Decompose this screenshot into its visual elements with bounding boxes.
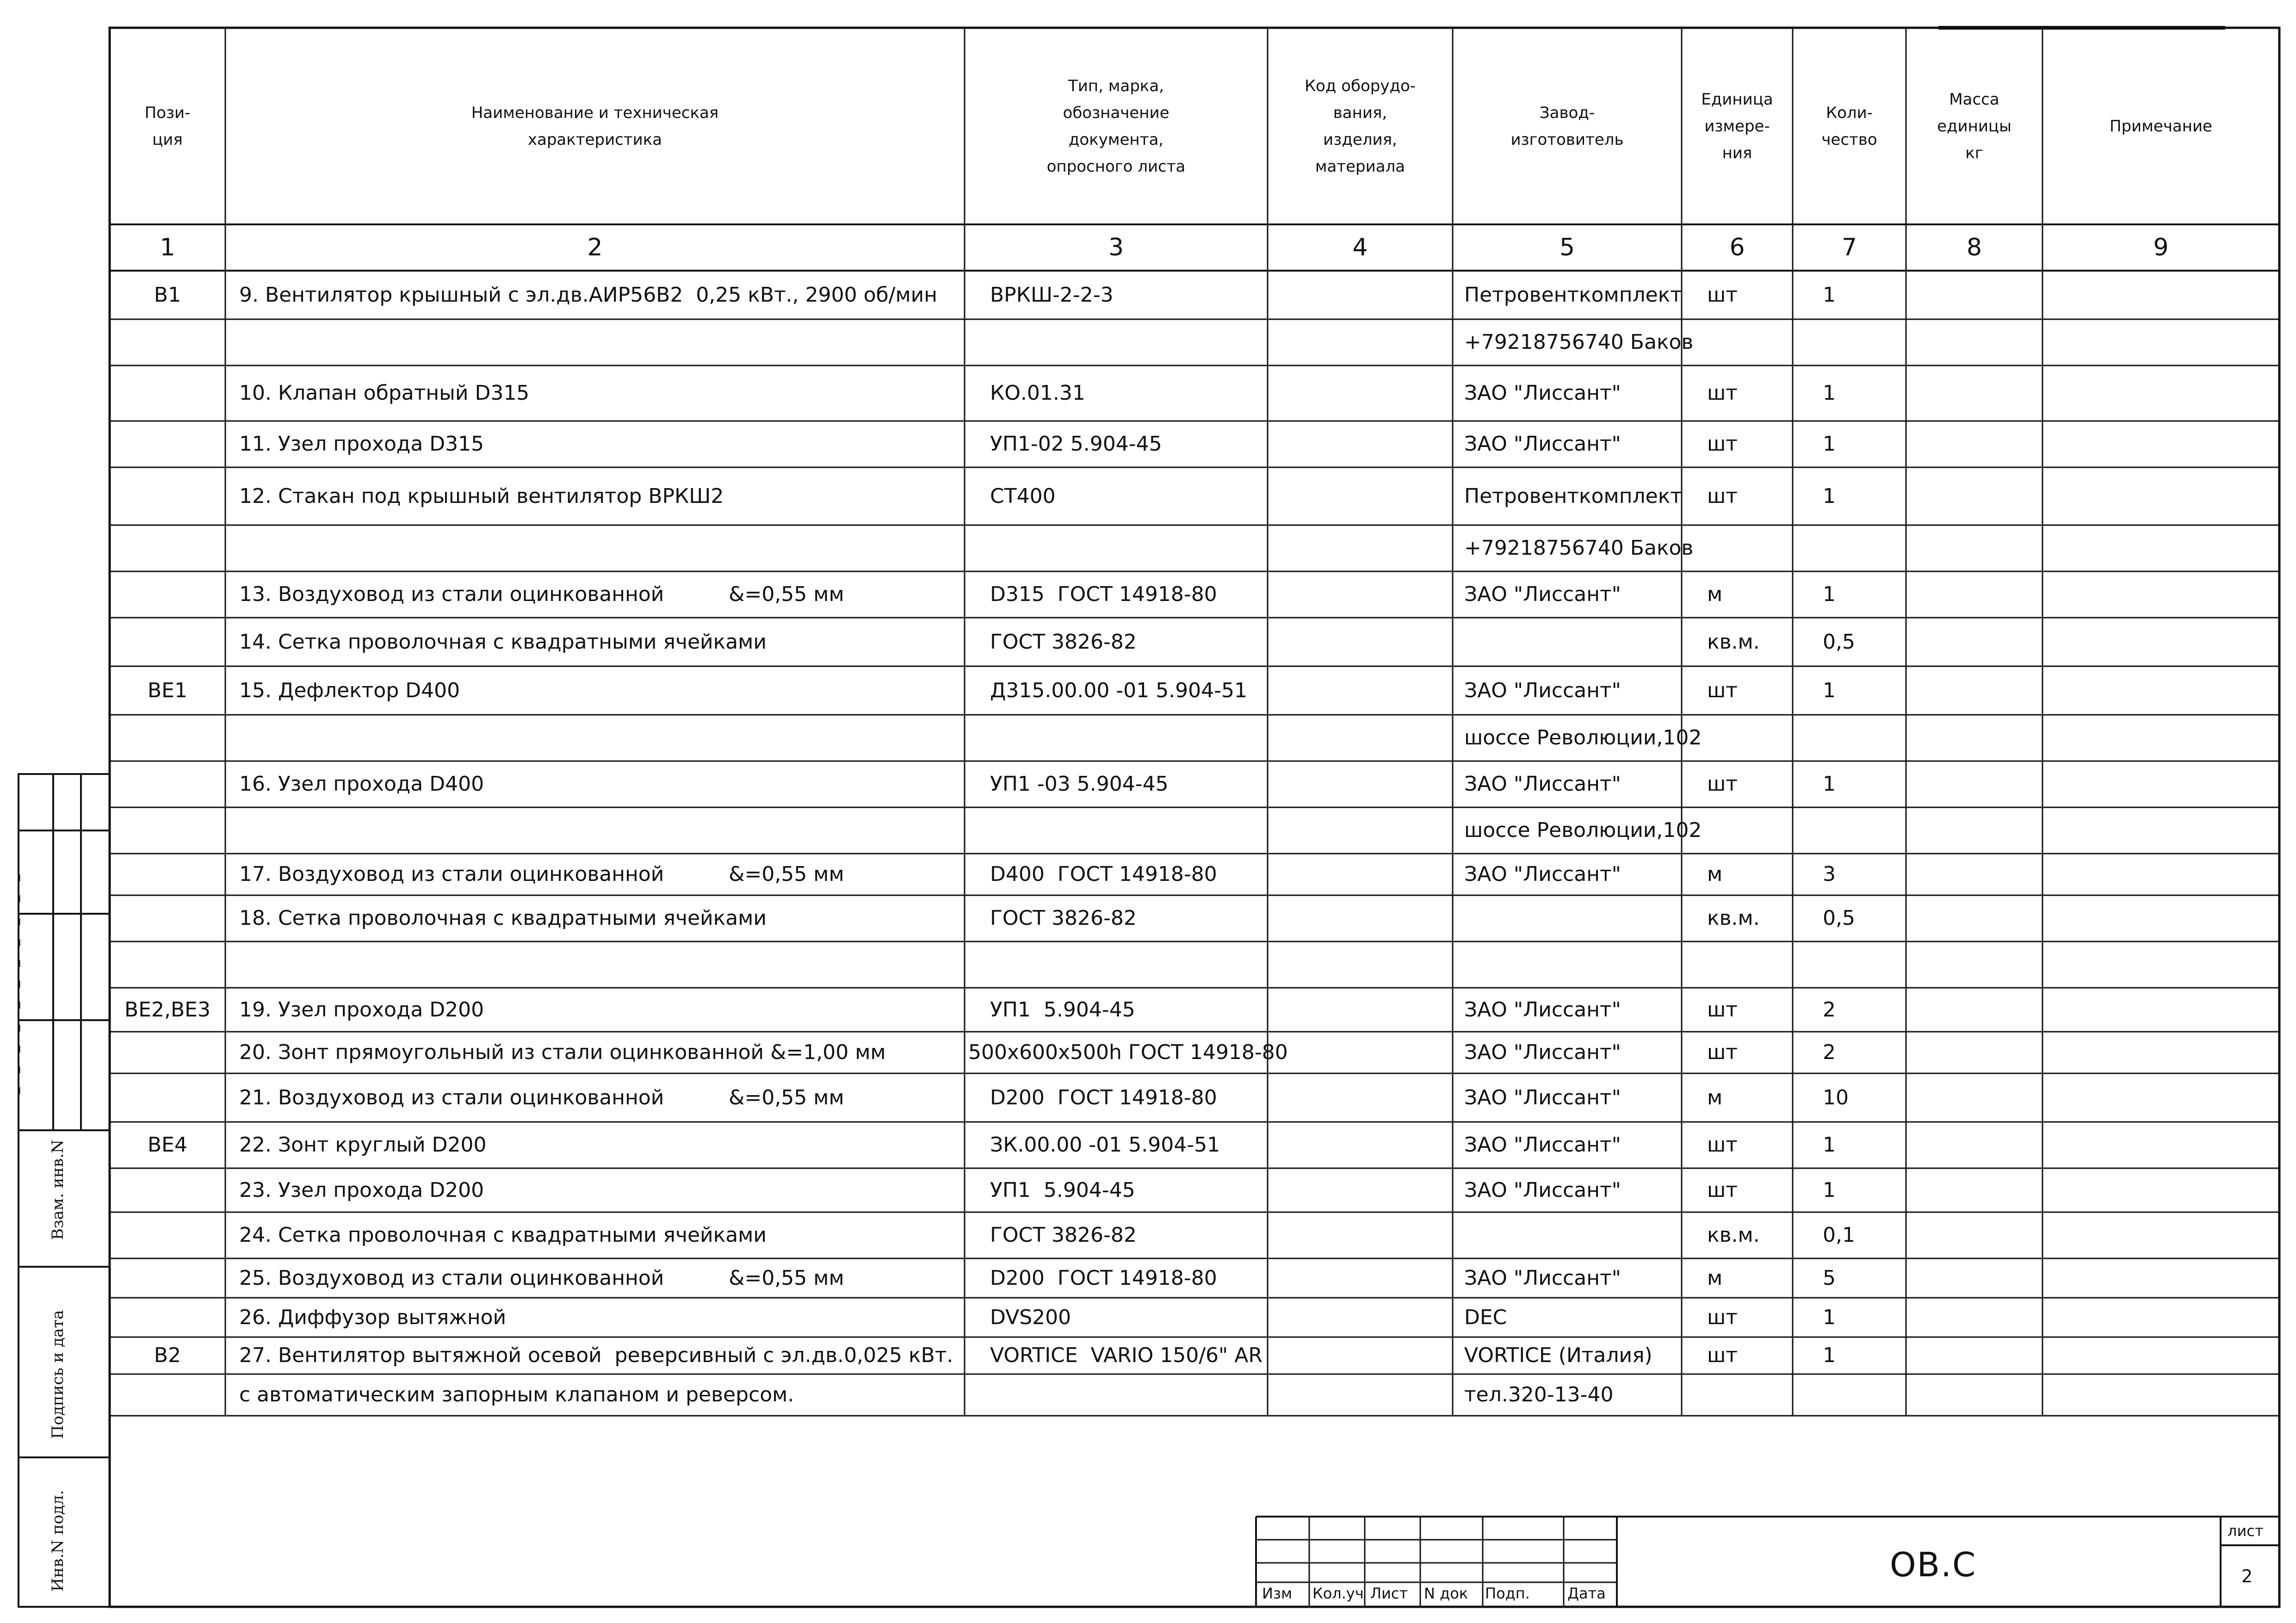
row-position: В1 xyxy=(154,283,181,307)
row-name: 9. Вентилятор крышный с эл.дв.АИР56В2 0,25 кВт., 2900 об/мин xyxy=(239,283,938,307)
row-type: D315 ГОСТ 14918-80 xyxy=(990,582,1217,606)
column-number: 4 xyxy=(1352,234,1368,261)
side-stamp-podpis: Подпись и дата xyxy=(49,1310,67,1439)
column-number: 3 xyxy=(1108,234,1124,261)
row-manufacturer: +79218756740 Баков xyxy=(1464,536,1694,560)
row-unit: шт xyxy=(1707,381,1738,405)
row-type: СТ400 xyxy=(990,484,1056,508)
row-name: 20. Зонт прямоугольный из стали оцинкованной &=1,00 мм xyxy=(239,1041,886,1064)
row-quantity: 1 xyxy=(1823,1133,1836,1157)
row-type: D200 ГОСТ 14918-80 xyxy=(990,1085,1217,1109)
row-unit: кв.м. xyxy=(1707,630,1760,654)
row-manufacturer: шоссе Революции,102 xyxy=(1464,818,1702,842)
row-type: УП1 5.904-45 xyxy=(990,1178,1135,1202)
row-unit: шт xyxy=(1707,772,1738,796)
row-type: ГОСТ 3826-82 xyxy=(990,1223,1137,1247)
header-quantity: Коли- чество xyxy=(1821,103,1877,149)
title-data: Дата xyxy=(1567,1585,1606,1602)
side-stamp-inv: Инв.N подл. xyxy=(49,1490,67,1592)
row-quantity: 2 xyxy=(1823,1041,1836,1064)
row-manufacturer: ЗАО "Лиссант" xyxy=(1464,997,1621,1022)
row-unit: кв.м. xyxy=(1707,906,1760,930)
row-quantity: 1 xyxy=(1823,582,1836,606)
row-unit: м xyxy=(1707,1266,1723,1290)
row-type: УП1 -03 5.904-45 xyxy=(990,772,1169,796)
row-manufacturer: шоссе Революции,102 xyxy=(1464,726,1702,750)
row-unit: шт xyxy=(1707,678,1738,702)
title-izm: Изм xyxy=(1262,1585,1293,1602)
row-type: 500х600х500h ГОСТ 14918-80 xyxy=(968,1041,1288,1064)
sheet-number: 2 xyxy=(2241,1566,2253,1586)
row-manufacturer: ЗАО "Лиссант" xyxy=(1464,582,1621,606)
row-quantity: 5 xyxy=(1823,1266,1836,1290)
row-unit: шт xyxy=(1707,1178,1738,1202)
row-name: 24. Сетка проволочная с квадратными ячейками xyxy=(239,1223,767,1247)
header-manufacturer: Завод- изготовитель xyxy=(1510,103,1624,149)
row-manufacturer: ЗАО "Лиссант" xyxy=(1464,1041,1621,1064)
row-name: 11. Узел прохода D315 xyxy=(239,432,484,456)
row-quantity: 1 xyxy=(1823,432,1836,456)
row-type: DVS200 xyxy=(990,1305,1071,1329)
row-position: В2 xyxy=(154,1344,181,1367)
row-quantity: 10 xyxy=(1823,1085,1849,1109)
row-type: ЗК.00.00 -01 5.904-51 xyxy=(990,1133,1220,1157)
row-manufacturer: ЗАО "Лиссант" xyxy=(1464,772,1621,796)
document-code: ОВ.С xyxy=(1890,1545,1977,1584)
row-name: 27. Вентилятор вытяжной осевой реверсивный с эл.дв.0,025 кВт. xyxy=(239,1344,953,1367)
header-name: Наименование и техническая характеристика xyxy=(471,103,719,149)
row-manufacturer: Петровенткомплект xyxy=(1464,484,1682,508)
header-note: Примечание xyxy=(2110,117,2212,136)
header-position: Пози- ция xyxy=(144,103,191,149)
row-quantity: 1 xyxy=(1823,283,1836,307)
row-quantity: 1 xyxy=(1823,1344,1836,1367)
row-type: УП1-02 5.904-45 xyxy=(990,432,1162,456)
title-kol: Кол.уч xyxy=(1312,1585,1364,1602)
row-manufacturer: Петровенткомплект xyxy=(1464,283,1682,307)
row-manufacturer: ЗАО "Лиссант" xyxy=(1464,1085,1621,1109)
row-type: Д315.00.00 -01 5.904-51 xyxy=(990,678,1247,702)
row-name: 10. Клапан обратный D315 xyxy=(239,381,530,405)
header-type: Тип, марка, обозначение документа, опросного листа xyxy=(1046,76,1186,176)
row-name: 12. Стакан под крышный вентилятор ВРКШ2 xyxy=(239,484,724,508)
row-quantity: 1 xyxy=(1823,1305,1836,1329)
row-quantity: 2 xyxy=(1823,997,1836,1022)
row-name: 14. Сетка проволочная с квадратными ячейками xyxy=(239,630,767,654)
row-name: 13. Воздуховод из стали оцинкованной &=0,55 мм xyxy=(239,582,844,606)
row-manufacturer: ЗАО "Лиссант" xyxy=(1464,1178,1621,1202)
row-quantity: 1 xyxy=(1823,484,1836,508)
row-unit: шт xyxy=(1707,1041,1738,1064)
row-manufacturer: ЗАО "Лиссант" xyxy=(1464,678,1621,702)
row-type: D200 ГОСТ 14918-80 xyxy=(990,1266,1217,1290)
column-number: 6 xyxy=(1729,234,1745,261)
row-quantity: 3 xyxy=(1823,862,1836,886)
column-number: 7 xyxy=(1841,234,1857,261)
row-quantity: 1 xyxy=(1823,678,1836,702)
row-unit: м xyxy=(1707,862,1723,886)
row-manufacturer: +79218756740 Баков xyxy=(1464,330,1694,354)
row-type: D400 ГОСТ 14918-80 xyxy=(990,862,1217,886)
row-type: ГОСТ 3826-82 xyxy=(990,906,1137,930)
row-manufacturer: ЗАО "Лиссант" xyxy=(1464,432,1621,456)
row-quantity: 0,5 xyxy=(1823,906,1855,930)
row-name: 19. Узел прохода D200 xyxy=(239,997,484,1022)
row-type: VORTICE VARIO 150/6" AR xyxy=(990,1344,1262,1367)
column-number: 2 xyxy=(587,234,603,261)
row-manufacturer: ЗАО "Лиссант" xyxy=(1464,1133,1621,1157)
row-unit: м xyxy=(1707,1085,1723,1109)
sheet-label: лист xyxy=(2228,1522,2264,1540)
row-type: ГОСТ 3826-82 xyxy=(990,630,1137,654)
row-unit: шт xyxy=(1707,1305,1738,1329)
row-name: 17. Воздуховод из стали оцинкованной &=0,55 мм xyxy=(239,862,844,886)
row-manufacturer: DEC xyxy=(1464,1305,1507,1329)
header-mass: Масса единицы кг xyxy=(1937,90,2011,162)
row-quantity: 1 xyxy=(1823,381,1836,405)
row-manufacturer: ЗАО "Лиссант" xyxy=(1464,862,1621,886)
row-unit: шт xyxy=(1707,1133,1738,1157)
row-unit: шт xyxy=(1707,997,1738,1022)
row-name: 22. Зонт круглый D200 xyxy=(239,1133,487,1157)
row-unit: шт xyxy=(1707,283,1738,307)
row-manufacturer: ЗАО "Лиссант" xyxy=(1464,1266,1621,1290)
column-number: 5 xyxy=(1559,234,1575,261)
row-name: 16. Узел прохода D400 xyxy=(239,772,484,796)
row-manufacturer: тел.320-13-40 xyxy=(1464,1383,1614,1406)
row-manufacturer: VORTICE (Италия) xyxy=(1464,1344,1652,1367)
row-type: КО.01.31 xyxy=(990,381,1085,405)
column-number: 1 xyxy=(160,234,175,261)
header-code: Код оборудо- вания, изделия, материала xyxy=(1304,76,1416,176)
row-unit: шт xyxy=(1707,484,1738,508)
row-name: с автоматическим запорным клапаном и реверсом. xyxy=(239,1383,794,1406)
row-quantity: 1 xyxy=(1823,1178,1836,1202)
column-number: 8 xyxy=(1966,234,1982,261)
row-name: 15. Дефлектор D400 xyxy=(239,678,460,702)
title-ndok: N док xyxy=(1424,1585,1468,1602)
row-manufacturer: ЗАО "Лиссант" xyxy=(1464,381,1621,405)
row-name: 21. Воздуховод из стали оцинкованной &=0,55 мм xyxy=(239,1085,844,1109)
row-position: ВЕ2,ВЕ3 xyxy=(124,997,210,1022)
row-unit: кв.м. xyxy=(1707,1223,1760,1247)
row-unit: м xyxy=(1707,582,1723,606)
row-type: УП1 5.904-45 xyxy=(990,997,1135,1022)
row-name: 26. Диффузор вытяжной xyxy=(239,1305,507,1329)
row-position: ВЕ4 xyxy=(148,1133,187,1157)
header-unit: Единица измере- ния xyxy=(1701,90,1773,162)
row-name: 23. Узел прохода D200 xyxy=(239,1178,484,1202)
column-number: 9 xyxy=(2153,234,2169,261)
row-quantity: 0,1 xyxy=(1823,1223,1855,1247)
row-type: ВРКШ-2-2-3 xyxy=(990,283,1114,307)
title-podp: Подп. xyxy=(1485,1585,1530,1602)
row-quantity: 1 xyxy=(1823,772,1836,796)
row-position: ВЕ1 xyxy=(148,678,187,702)
row-unit: шт xyxy=(1707,432,1738,456)
row-name: 18. Сетка проволочная с квадратными ячейками xyxy=(239,906,767,930)
row-quantity: 0,5 xyxy=(1823,630,1855,654)
title-list: Лист xyxy=(1370,1585,1408,1602)
side-stamp-vzam: Взам. инв.N xyxy=(49,1140,67,1240)
row-unit: шт xyxy=(1707,1344,1738,1367)
row-name: 25. Воздуховод из стали оцинкованной &=0,55 мм xyxy=(239,1266,844,1290)
